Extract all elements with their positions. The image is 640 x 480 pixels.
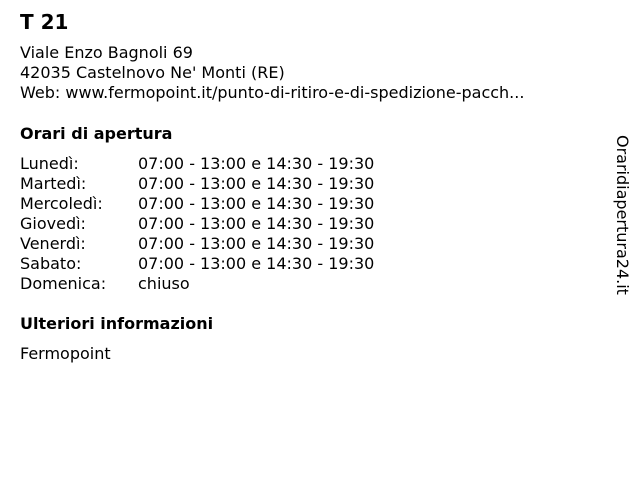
- day-label: Martedì:: [20, 174, 87, 193]
- hours-row-monday: [20, 154, 374, 174]
- opening-hours-heading: Orari di apertura: [20, 124, 173, 143]
- hours-value: 07:00 - 13:00 e 14:30 - 19:30: [138, 214, 375, 233]
- street-address: Viale Enzo Bagnoli 69: [20, 43, 193, 62]
- hours-value: 07:00 - 13:00 e 14:30 - 19:30: [138, 254, 375, 273]
- hours-value: chiuso: [138, 274, 190, 293]
- day-label: Sabato:: [20, 254, 82, 273]
- hours-value: 07:00 - 13:00 e 14:30 - 19:30: [138, 234, 375, 253]
- hours-row-saturday: [20, 254, 374, 274]
- day-label: Domenica:: [20, 274, 107, 293]
- more-info-text: Fermopoint: [20, 344, 111, 363]
- day-label: Giovedì:: [20, 214, 86, 233]
- page-title: T 21: [20, 10, 69, 34]
- more-info-heading: Ulteriori informazioni: [20, 314, 214, 333]
- hours-row-tuesday: [20, 174, 374, 194]
- day-label: Lunedì:: [20, 154, 79, 173]
- day-label: Mercoledì:: [20, 194, 103, 213]
- hours-value: 07:00 - 13:00 e 14:30 - 19:30: [138, 154, 375, 173]
- address-block: [20, 43, 524, 103]
- website-link[interactable]: Web: www.fermopoint.it/punto-di-ritiro-e-di-spedizione-pacch...: [20, 83, 525, 102]
- hours-row-sunday: [20, 274, 374, 294]
- opening-hours-table: [20, 154, 374, 294]
- city-address: 42035 Castelnovo Ne' Monti (RE): [20, 63, 285, 82]
- day-label: Venerdì:: [20, 234, 86, 253]
- site-watermark: Oraridiapertura24.it: [613, 135, 632, 295]
- hours-value: 07:00 - 13:00 e 14:30 - 19:30: [138, 194, 375, 213]
- hours-row-friday: [20, 234, 374, 254]
- hours-row-thursday: [20, 214, 374, 234]
- hours-row-wednesday: [20, 194, 374, 214]
- hours-value: 07:00 - 13:00 e 14:30 - 19:30: [138, 174, 375, 193]
